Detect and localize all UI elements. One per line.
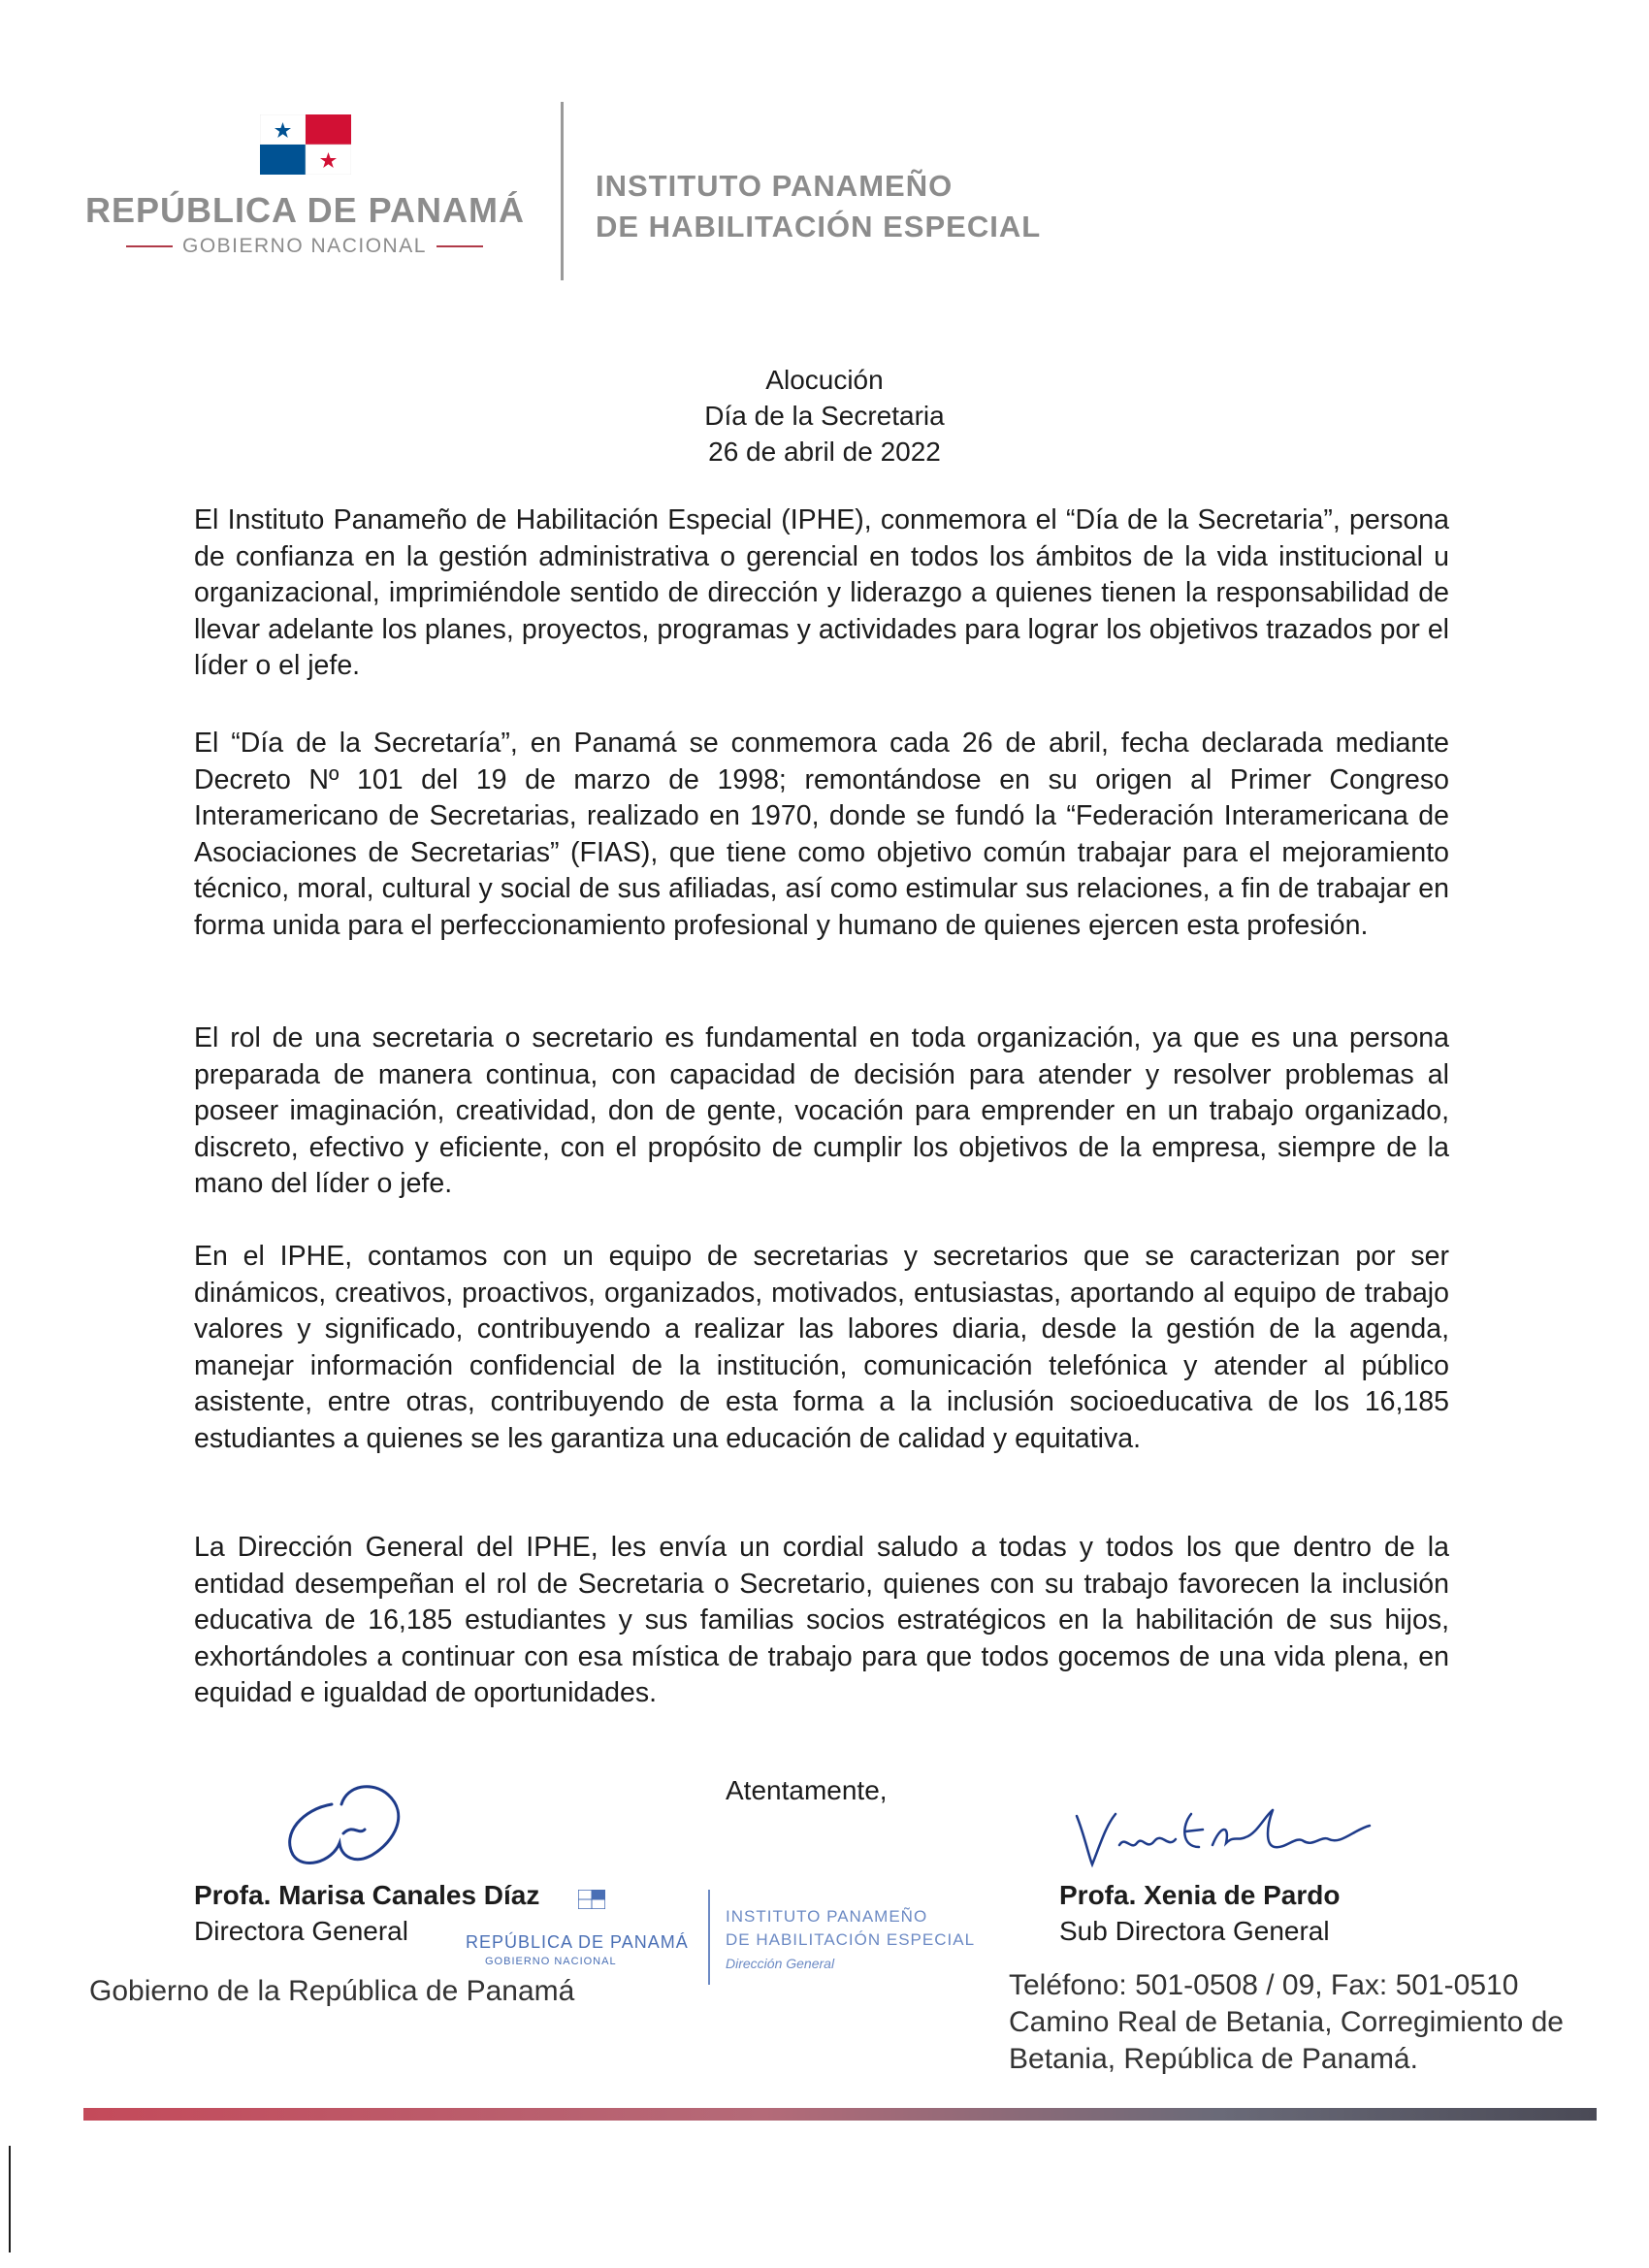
stamp-unit: Dirección General xyxy=(726,1956,835,1971)
footer-government: Gobierno de la República de Panamá xyxy=(89,1975,575,2007)
document-subtitle: Día de la Secretaria xyxy=(704,401,945,431)
closing-salutation: Atentamente, xyxy=(726,1775,888,1805)
paragraph-2: El “Día de la Secretaría”, en Panamá se conmemora cada 26 de abril, fecha declarada mediante Decreto Nº 101 del 19 de marzo de 1998; remontándose en su origen al Primer Congreso Interamericano de Secretarias, realizado en 1970, donde se fundó la “Federación Interamericana de Asociaciones de Secretarias” (FIAS), que tiene como objetivo común trabajar para el mejoramiento técnico, moral, cultural y social de sus afiliadas, así como estimular sus relaciones, a fin de trabajar en forma unida para el perfeccionamiento profesional y humano de quienes ejercen esta profesión. xyxy=(194,728,1449,941)
paragraph-4: En el IPHE, contamos con un equipo de secretarias y secretarios que se caracterizan por ser dinámicos, creativos, proactivos, organizados, motivados, entusiastas, aportando al equipo de trabajo valores y significado, contribuyendo a realizar las labores diaria, desde la gestión de la agenda, manejar información confidencial de la institución, comunicación telefónica y atender al público asistente, entre otras, contribuyendo de esta forma a la inclusión socioeducativa de los 16,185 estudiantes a quienes se les garantiza una educación de calidad y equitativa. xyxy=(194,1241,1449,1454)
footer-color-bar xyxy=(83,2108,1597,2121)
margin-line xyxy=(9,2146,11,2252)
signature-left-icon xyxy=(264,1766,429,1872)
footer-contact-address1: Camino Real de Betania, Corregimiento de xyxy=(1009,2006,1564,2038)
stamp-country: REPÚBLICA DE PANAMÁ xyxy=(466,1932,689,1952)
institute-name-line2: DE HABILITACIÓN ESPECIAL xyxy=(596,210,1042,243)
stamp-institute-line1: INSTITUTO PANAMEÑO xyxy=(726,1907,928,1926)
document-title: Alocución xyxy=(765,365,884,395)
country-name: REPÚBLICA DE PANAMÁ xyxy=(85,190,526,230)
signer-role-director: Directora General xyxy=(194,1916,408,1946)
signer-name-director: Profa. Marisa Canales Díaz xyxy=(194,1880,540,1910)
signature-right-icon xyxy=(1067,1797,1387,1874)
footer-contact-address2: Betania, República de Panamá. xyxy=(1009,2043,1418,2075)
stamp-flag-icon xyxy=(578,1890,605,1909)
signer-role-subdirector: Sub Directora General xyxy=(1059,1916,1330,1946)
stamp-government: GOBIERNO NACIONAL xyxy=(485,1956,617,1967)
signer-name-subdirector: Profa. Xenia de Pardo xyxy=(1059,1880,1341,1910)
paragraph-5: La Dirección General del IPHE, les envía un cordial saludo a todas y todos los que dentro de la entidad desempeñan el rol de Secretaria o Secretario, quienes con su trabajo favorecen la inclusión educativa de 16,185 estudiantes y sus familias socios estratégicos en la habilitación de sus hijos, exhortándoles a continuar con esa mística de trabajo para que todos gocemos de una vida plena, en equidad e igualdad de oportunidades. xyxy=(194,1532,1449,1708)
stamp-divider xyxy=(708,1890,710,1985)
header-divider xyxy=(561,102,564,280)
document-date: 26 de abril de 2022 xyxy=(708,437,941,467)
institute-name-line1: INSTITUTO PANAMEÑO xyxy=(596,169,954,203)
panama-flag-icon xyxy=(260,114,351,175)
stamp-institute-line2: DE HABILITACIÓN ESPECIAL xyxy=(726,1930,976,1949)
footer-contact-phone: Teléfono: 501-0508 / 09, Fax: 501-0510 xyxy=(1009,1969,1519,2001)
paragraph-3: El rol de una secretaria o secretario es fundamental en toda organización, ya que es una persona preparada de manera continua, con capacidad de decisión para atender y resolver problemas al poseer imaginación, creatividad, don de gente, vocación para emprender en un trabajo organizado, discreto, efectivo y eficiente, con el propósito de cumplir los objetivos de la empresa, siempre de la mano del líder o jefe. xyxy=(194,1022,1449,1199)
paragraph-1: El Instituto Panameño de Habilitación Especial (IPHE), conmemora el “Día de la Secretaria”, persona de confianza en la gestión administrativa o gerencial en todos los ámbitos de la vida institucional u organizacional, imprimiéndole sentido de dirección y liderazgo a quienes tienen la responsabilidad de llevar adelante los planes, proyectos, programas y actividades para lograr los objetivos trazados por el líder o el jefe. xyxy=(194,504,1449,681)
government-label: GOBIERNO NACIONAL xyxy=(116,235,493,258)
